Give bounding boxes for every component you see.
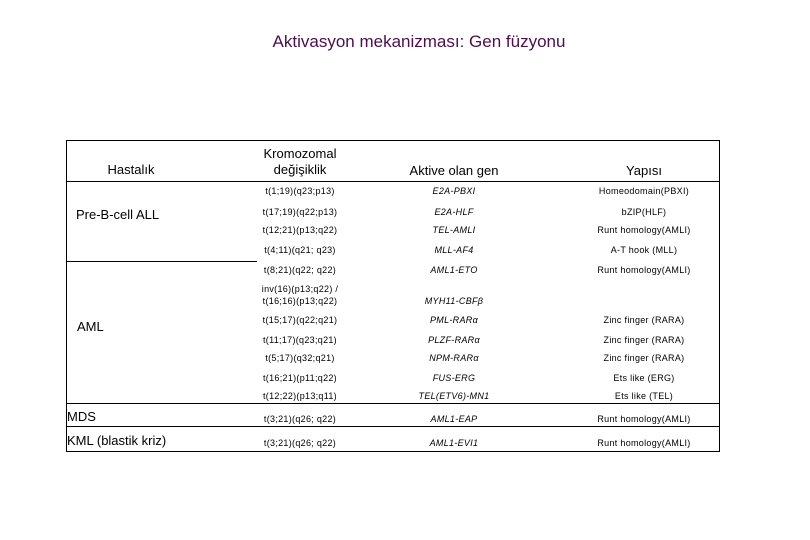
row-6-structure: Zinc finger (RARA): [603, 315, 685, 325]
row-9-chromosome: t(16;21)(p11;q22): [263, 373, 337, 383]
row-7-structure: Zinc finger (RARA): [603, 335, 685, 345]
header-structure: Yapısı: [626, 163, 662, 178]
row-3-chromosome: t(4;11)(q21; q23): [264, 245, 336, 255]
row-4-structure: Runt homology(AMLI): [597, 265, 691, 275]
MDS-group-divider: [67, 426, 719, 427]
row-1-chromosome: t(17;19)(q22;p13): [262, 207, 338, 217]
row-7-gene: PLZF-RARα: [428, 335, 480, 345]
row-12-structure: Runt homology(AMLI): [597, 438, 691, 448]
row-2-gene: TEL-AMLI: [432, 225, 476, 235]
row-7-chromosome: t(11;17)(q23;q21): [263, 335, 337, 345]
header-chromosome-line1: Kromozomal: [263, 146, 337, 161]
row-10-gene: TEL(ETV6)-MN1: [418, 391, 490, 401]
header-chromosome-line2: değişiklik: [273, 162, 327, 177]
AML-group-divider: [67, 403, 719, 404]
fusion-table: [66, 140, 720, 452]
row-2-structure: Runt homology(AMLI): [597, 225, 691, 235]
row-11-chromosome: t(3;21)(q26; q22): [263, 414, 337, 424]
row-9-gene: FUS-ERG: [432, 373, 476, 383]
row-0-structure: Homeodomain(PBXI): [598, 186, 690, 196]
disease-pre-b-cell-all: Pre-B-cell ALL: [76, 207, 160, 222]
row-5-chromosome-line1: inv(16)(p13;q22) /: [261, 284, 339, 294]
row-4-chromosome: t(8;21)(q22; q22): [263, 265, 337, 275]
row-12-gene: AML1-EVI1: [429, 438, 479, 448]
row-5-chromosome-line2: t(16;16)(p13;q22): [262, 296, 338, 306]
row-4-gene: AML1-ETO: [430, 265, 478, 275]
row-9-structure: Ets like (ERG): [613, 373, 675, 383]
row-10-structure: Ets like (TEL): [614, 391, 674, 401]
row-6-chromosome: t(15;17)(q22;q21): [262, 315, 338, 325]
row-8-chromosome: t(5;17)(q32;q21): [265, 353, 335, 363]
ALL-group-divider: [67, 261, 257, 262]
row-11-structure: Runt homology(AMLI): [597, 414, 691, 424]
row-1-structure: bZIP(HLF): [621, 207, 667, 217]
row-3-gene: MLL-AF4: [434, 245, 474, 255]
row-3-structure: A-T hook (MLL): [610, 245, 678, 255]
row-0-gene: E2A-PBXI: [432, 186, 476, 196]
row-10-chromosome: t(12;22)(p13;q11): [263, 391, 337, 401]
header-disease: Hastalık: [107, 162, 155, 177]
row-12-chromosome: t(3;21)(q26; q22): [263, 438, 337, 448]
row-8-structure: Zinc finger (RARA): [603, 353, 685, 363]
row-8-gene: NPM-RARα: [429, 353, 479, 363]
page-title: Aktivasyon mekanizması: Gen füzyonu: [272, 32, 566, 51]
header-divider: [67, 181, 719, 182]
disease-mds: MDS: [67, 409, 96, 424]
row-1-gene: E2A-HLF: [434, 207, 474, 217]
disease-aml: AML: [77, 319, 104, 334]
row-5-gene: MYH11-CBFβ: [424, 296, 484, 306]
row-6-gene: PML-RARα: [429, 315, 479, 325]
row-2-chromosome: t(12;21)(p13;q22): [262, 225, 338, 235]
row-0-chromosome: t(1;19)(q23;p13): [265, 186, 335, 196]
disease-kml: KML (blastik kriz): [67, 433, 167, 448]
row-11-gene: AML1-EAP: [430, 414, 478, 424]
header-gene: Aktive olan gen: [409, 163, 499, 178]
